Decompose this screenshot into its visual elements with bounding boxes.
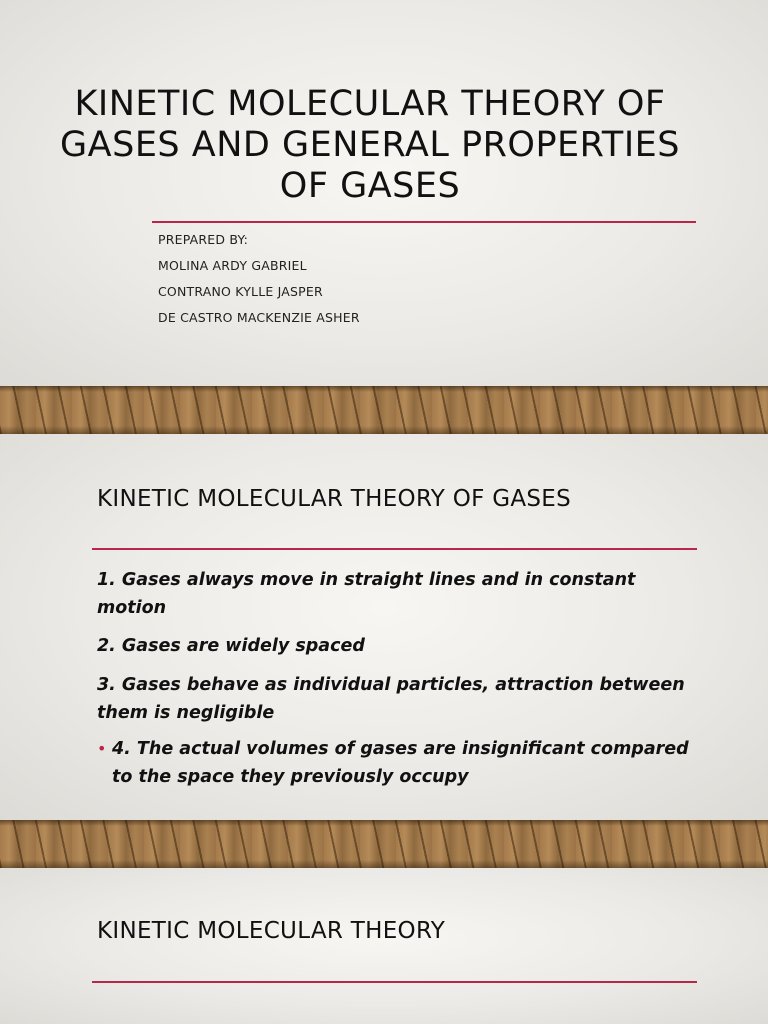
slide-1-title: KINETIC MOLECULAR THEORY OF GASES AND GENERAL PROPERTIES OF GASES xyxy=(60,84,680,206)
bullet-dot-icon: • xyxy=(97,739,107,758)
slide-2 xyxy=(0,434,768,820)
wood-floor-divider-1 xyxy=(0,386,768,434)
point-4 xyxy=(97,735,707,791)
slide-1 xyxy=(0,0,768,386)
prepared-by-label: PREPARED BY: xyxy=(158,232,249,247)
slide-3 xyxy=(0,868,768,1024)
wood-floor-divider-2 xyxy=(0,820,768,868)
author-3: DE CASTRO MACKENZIE ASHER xyxy=(158,310,360,325)
point-2: 2. Gases are widely spaced xyxy=(97,636,365,656)
point-1: 1. Gases always move in straight lines and in constant motion xyxy=(97,570,636,618)
point-3: 3. Gases behave as individual particles, attraction between them is negligible xyxy=(97,675,685,723)
slide-1-title-rule xyxy=(152,221,696,223)
author-2: CONTRANO KYLLE JASPER xyxy=(158,284,323,299)
slide-3-heading: KINETIC MOLECULAR THEORY xyxy=(97,918,446,944)
point-4-text: 4. The actual volumes of gases are insignificant compared to the space they previously occupy xyxy=(112,739,689,787)
slide-3-heading-rule xyxy=(92,981,697,983)
author-1: MOLINA ARDY GABRIEL xyxy=(158,258,307,273)
slide-2-heading: KINETIC MOLECULAR THEORY OF GASES xyxy=(97,486,572,512)
slide-2-heading-rule xyxy=(92,548,697,550)
